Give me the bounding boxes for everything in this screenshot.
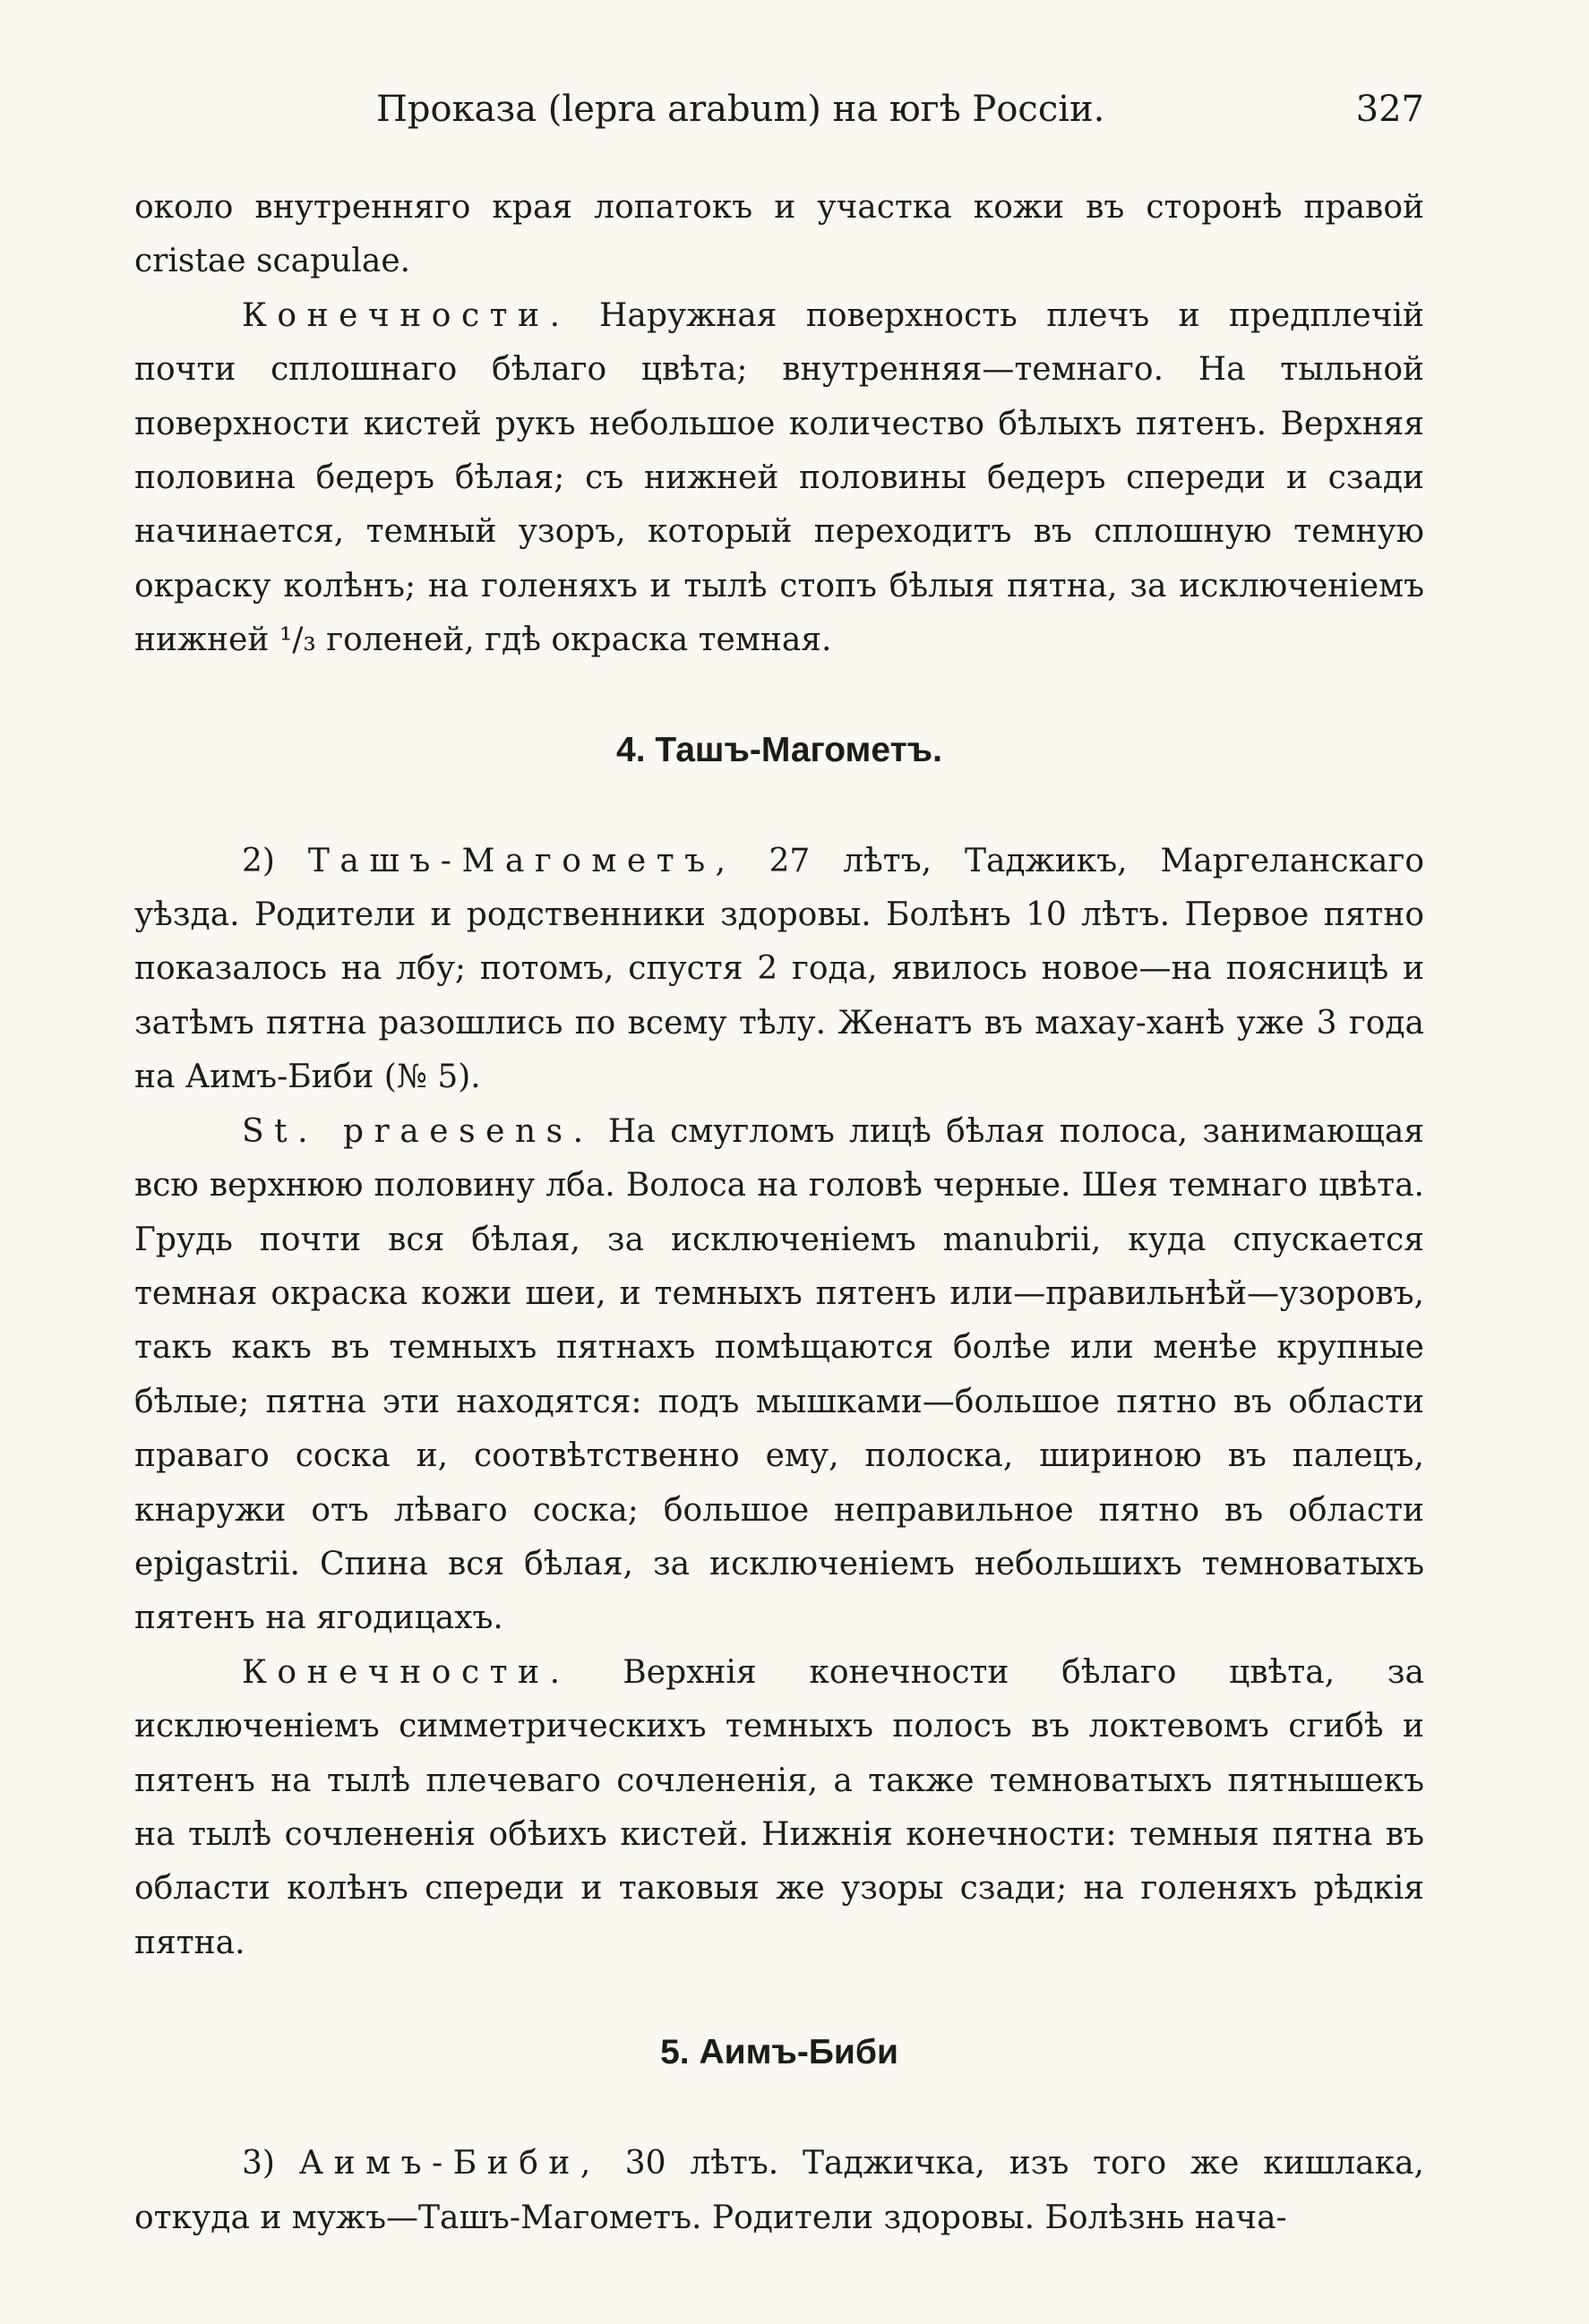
paragraph-text: На смугломъ лицѣ бѣлая полоса, занимающая всю верхнюю половину лба. Волоса на головѣ черные. Шея темнаго цвѣта. Грудь почти вся бѣлая, за исключеніемъ manubrii, куда спускается темная окраска кожи шеи, и темныхъ пятенъ или—правильнѣй—узоровъ, такъ какъ въ темныхъ пятнахъ помѣщаются болѣе или менѣе крупные бѣлые; пятна эти находятся: подъ мышками—большое пятно въ области праваго соска и, соотвѣтственно ему, полоска, шириною въ палецъ, кнаружи отъ лѣваго соска; большое неправильное пятно въ области epigastrii. Спина вся бѣлая, за исключеніемъ небольшихъ темноватыхъ пятенъ на ягодицахъ. [134, 1112, 1424, 1637]
spaced-lead-word: Аимъ-Биби, [298, 2145, 601, 2183]
paragraph-continuation [134, 181, 1424, 289]
section-heading-5: 5. Аимъ-Биби [660, 2033, 898, 2072]
paragraph-extremities-2 [134, 1646, 1424, 1970]
spaced-lead-word: St. praesens. [242, 1112, 594, 1150]
paragraph-text: 30 лѣтъ. Таджичка, изъ того же кишлака, откуда и мужъ—Ташъ-Магометъ. Родители здоровы. Болѣзнь нача- [134, 2145, 1424, 2236]
paragraph-case-2 [134, 835, 1424, 1105]
paragraph-text: Наружная поверхность плечъ и предплечій почти сплошнаго бѣлаго цвѣта; внутренняя—темнаго. На тыльной поверхности кистей рукъ небольшое количество бѣлыхъ пятенъ. Верхняя половина бедеръ бѣлая; съ нижней половины бедеръ спереди и сзади начинается, темный узоръ, который переходитъ въ сплошную темную окраску колѣнъ; на голеняхъ и тылѣ стопъ бѣлыя пятна, за исключеніемъ нижней ¹/₃ голеней, гдѣ окраска темная. [134, 296, 1424, 659]
paragraph-text: около внутренняго края лопатокъ и участка кожи въ сторонѣ правой cristae scapulae. [134, 189, 1424, 280]
paragraph-text: 27 лѣтъ, Таджикъ, Маргеланскаго уѣзда. Родители и родственники здоровы. Болѣнъ 10 лѣтъ. Первое пятно показалось на лбу; потомъ, спустя 2 года, явилось новое—на поясницѣ и затѣмъ пятна разошлись по всему тѣлу. Женатъ въ махау-ханѣ уже 3 года на Аимъ-Биби (№ 5). [134, 842, 1424, 1096]
running-header [134, 82, 1424, 136]
paragraph-status-praesens [134, 1105, 1424, 1646]
case-number: 2) [242, 842, 308, 879]
section-heading-4: 4. Ташъ-Магометъ. [616, 730, 942, 769]
spaced-lead-word: Конечности. [242, 296, 571, 334]
case-number: 3) [242, 2145, 299, 2183]
page-number: 327 [1355, 89, 1424, 130]
running-title: Проказа (lepra arabum) на югѣ Россіи. [376, 89, 1105, 130]
paragraph-extremities-1 [134, 289, 1424, 668]
paragraph-text: Верхнія конечности бѣлаго цвѣта, за исключеніемъ симметрическихъ темныхъ полосъ въ локтевомъ сгибѣ и пятенъ на тылѣ плечеваго сочлененія, а также темноватыхъ пятнышекъ на тылѣ сочлененія обѣихъ кистей. Нижнія конечности: темныя пятна въ области колѣнъ спереди и таковыя же узоры сзади; на голеняхъ рѣдкія пятна. [134, 1653, 1424, 1961]
page [134, 82, 1424, 2245]
spaced-lead-word: Ташъ-Магометъ, [307, 842, 736, 879]
paragraph-case-3 [134, 2137, 1424, 2245]
spaced-lead-word: Конечности. [242, 1653, 571, 1691]
body-text [134, 181, 1424, 2245]
